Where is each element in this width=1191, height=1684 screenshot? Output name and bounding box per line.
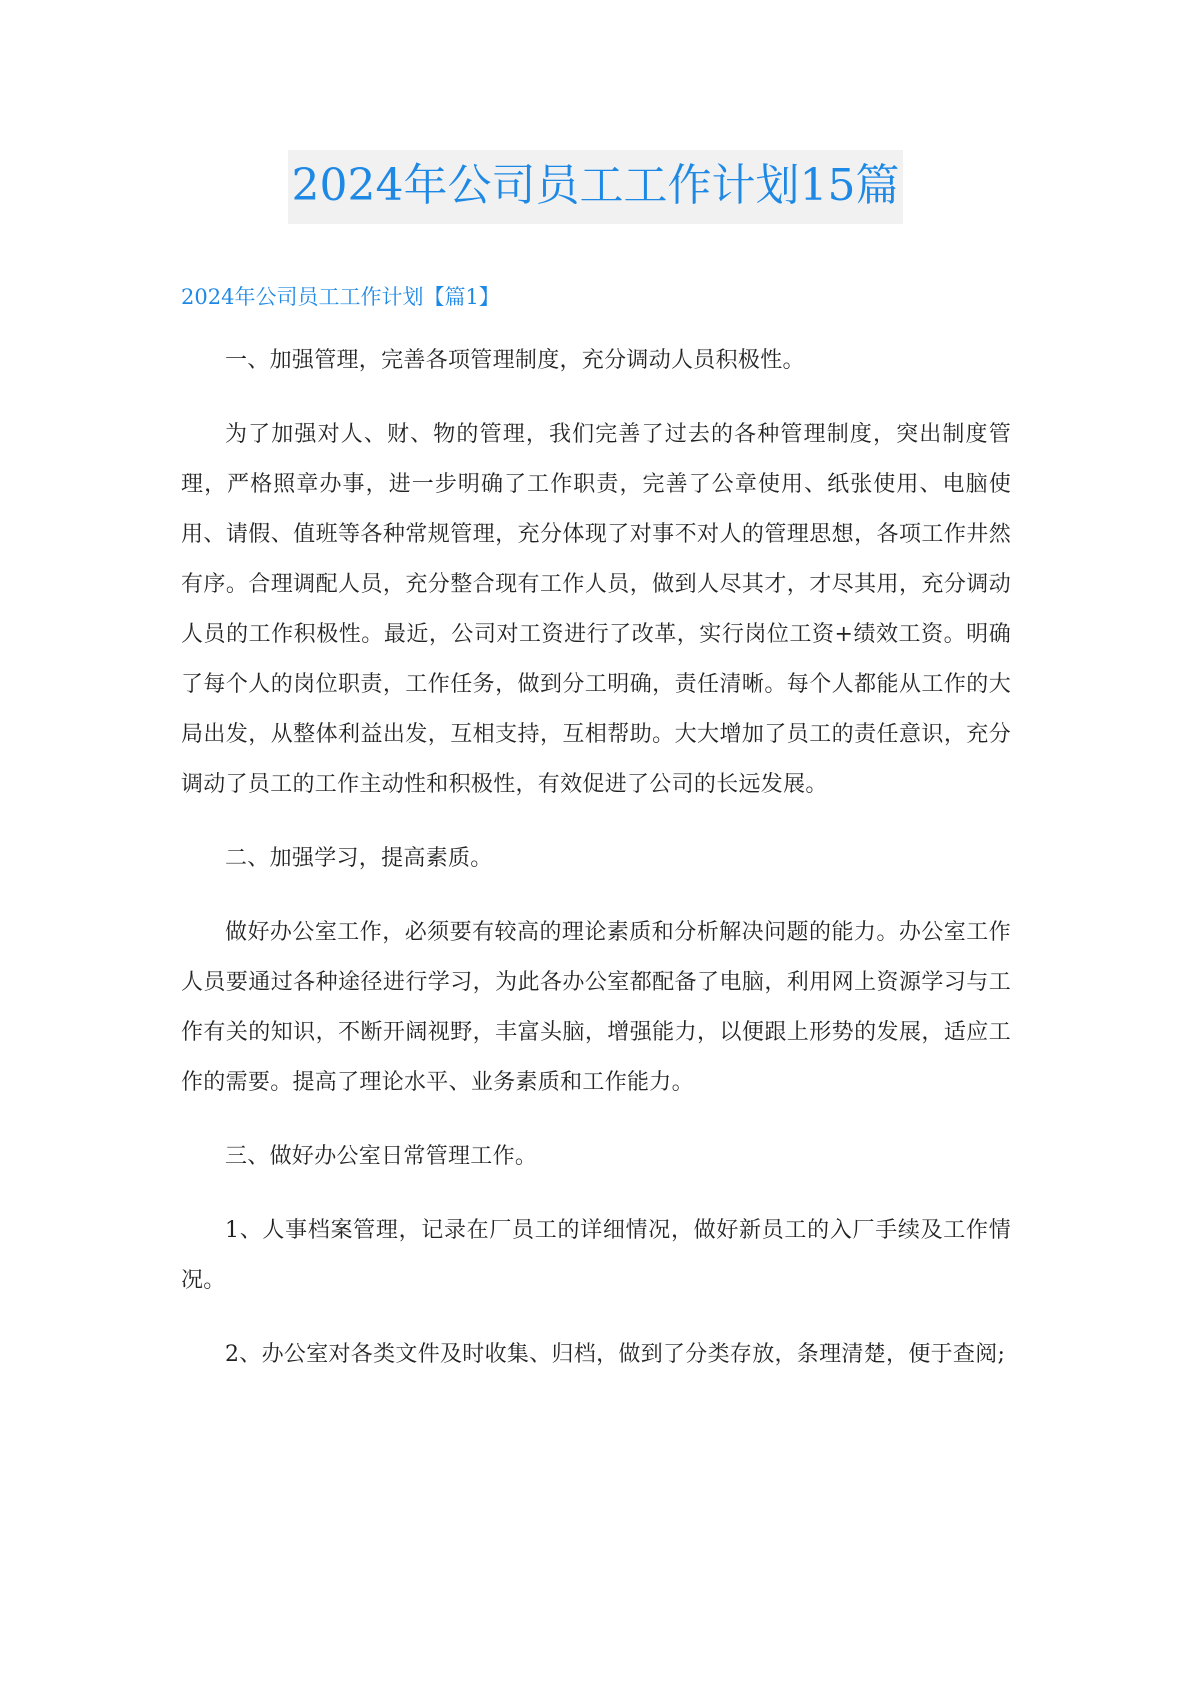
- heading-office-daily-management: 三、做好办公室日常管理工作。: [225, 1144, 538, 1169]
- document-title: 2024年公司员工工作计划15篇: [288, 150, 904, 224]
- section-heading: 2024年公司员工工作计划【篇1】: [181, 285, 500, 309]
- heading-strengthen-management: 一、加强管理，完善各项管理制度，充分调动人员积极性。: [225, 348, 805, 373]
- list-item-personnel-files: 1、人事档案管理，记录在厂员工的详细情况，做好新员工的入厂手续及工作情况。: [181, 1218, 1011, 1293]
- paragraph-learning-details: 做好办公室工作，必须要有较高的理论素质和分析解决问题的能力。办公室工作人员要通过各种途径进行学习，为此各办公室都配备了电脑，利用网上资源学习与工作有关的知识，不断开阔视野，丰富头脑，增强能力，以便跟上形势的发展，适应工作的需要。提高了理论水平、业务素质和工作能力。: [181, 920, 1011, 1095]
- title-container: [0, 150, 1191, 224]
- document-body: [181, 282, 1011, 1404]
- paragraph-management-details: 为了加强对人、财、物的管理，我们完善了过去的各种管理制度，突出制度管理，严格照章办事，进一步明确了工作职责，完善了公章使用、纸张使用、电脑使用、请假、值班等各种常规管理，充分体现了对事不对人的管理思想，各项工作井然有序。合理调配人员，充分整合现有工作人员，做到人尽其才，才尽其用，充分调动人员的工作积极性。最近，公司对工资进行了改革，实行岗位工资+绩效工资。明确了每个人的岗位职责，工作任务，做到分工明确，责任清晰。每个人都能从工作的大局出发，从整体利益出发，互相支持，互相帮助。大大增加了员工的责任意识，充分调动了员工的工作主动性和积极性，有效促进了公司的长远发展。: [181, 422, 1011, 797]
- heading-strengthen-learning: 二、加强学习，提高素质。: [225, 846, 493, 871]
- list-item-document-filing: 2、办公室对各类文件及时收集、归档，做到了分类存放，条理清楚，便于查阅;: [225, 1342, 1006, 1367]
